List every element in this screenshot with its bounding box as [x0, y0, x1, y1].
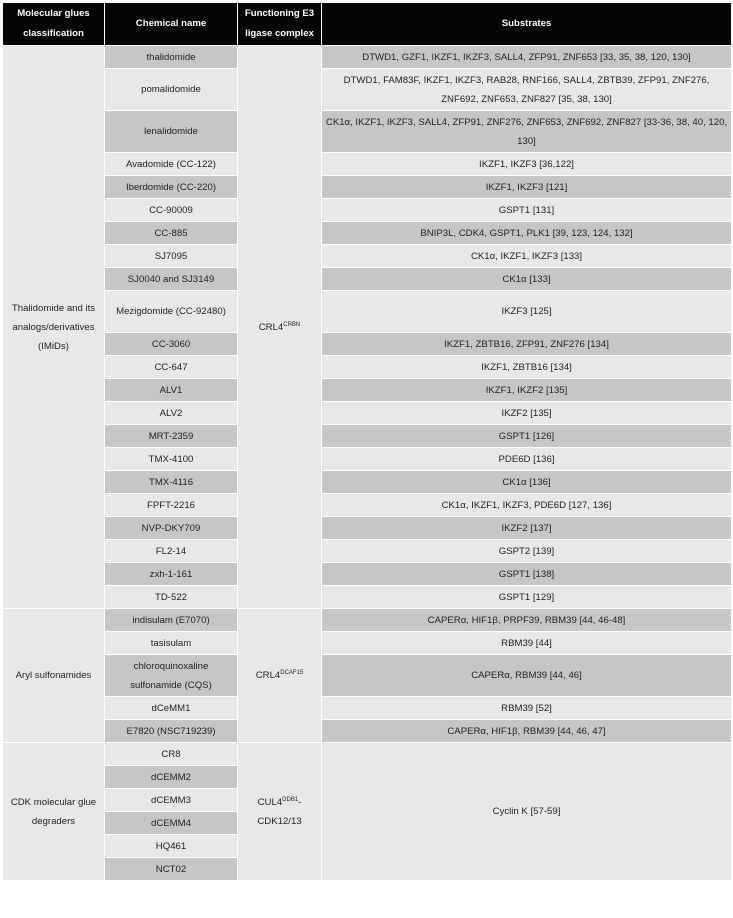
header-classification: Molecular glues classification — [3, 3, 105, 46]
substrates-cell: CK1α, IKZF1, IKZF3, PDE6D [127, 136] — [322, 494, 732, 517]
chemical-name-cell: ALV1 — [105, 379, 238, 402]
substrates-cell: IKZF2 [137] — [322, 517, 732, 540]
substrates-cell: CK1α [136] — [322, 471, 732, 494]
chemical-name-cell: Avadomide (CC-122) — [105, 153, 238, 176]
chemical-name-cell: TMX-4116 — [105, 471, 238, 494]
table-row — [3, 402, 732, 425]
substrates-cell: CK1α [133] — [322, 268, 732, 291]
table-row — [3, 448, 732, 471]
chemical-name-cell: TMX-4100 — [105, 448, 238, 471]
chemical-name-cell: CC-3060 — [105, 333, 238, 356]
e3-suffix: -CDK12/13 — [257, 796, 302, 827]
chemical-name-cell: FL2-14 — [105, 540, 238, 563]
table-row — [3, 245, 732, 268]
chemical-name-cell: tasisulam — [105, 632, 238, 655]
substrates-cell: CAPERα, RBM39 [44, 46] — [322, 655, 732, 697]
chemical-name-cell: HQ461 — [105, 835, 238, 858]
table-row — [3, 356, 732, 379]
table-row — [3, 268, 732, 291]
table-row — [3, 333, 732, 356]
table-row — [3, 563, 732, 586]
e3-ligase-cell — [238, 743, 322, 881]
chemical-name-cell: E7820 (NSC719239) — [105, 720, 238, 743]
chemical-name-cell: indisulam (E7070) — [105, 609, 238, 632]
table-row — [3, 69, 732, 111]
substrates-cell: PDE6D [136] — [322, 448, 732, 471]
substrates-cell: IKZF3 [125] — [322, 291, 732, 333]
substrates-cell: GSPT1 [131] — [322, 199, 732, 222]
table-row — [3, 609, 732, 632]
chemical-name-cell: CC-885 — [105, 222, 238, 245]
chemical-name-cell: dCEMM2 — [105, 766, 238, 789]
substrates-cell: IKZF1, ZBTB16, ZFP91, ZNF276 [134] — [322, 333, 732, 356]
e3-base: CRL4 — [255, 670, 281, 681]
chemical-name-cell: lenalidomide — [105, 111, 238, 153]
chemical-name-cell: CR8 — [105, 743, 238, 766]
table-row — [3, 176, 732, 199]
chemical-name-cell: TD-522 — [105, 586, 238, 609]
substrates-cell: GSPT1 [138] — [322, 563, 732, 586]
substrates-cell: CAPERα, HIF1β, RBM39 [44, 46, 47] — [322, 720, 732, 743]
e3-superscript: DDB1 — [282, 796, 299, 803]
substrates-cell: CAPERα, HIF1β, PRPF39, RBM39 [44, 46-48] — [322, 609, 732, 632]
e3-base: CRL4 — [258, 321, 284, 333]
substrates-cell: IKZF2 [135] — [322, 402, 732, 425]
chemical-name-cell: MRT-2359 — [105, 425, 238, 448]
chemical-name-cell: dCEMM4 — [105, 812, 238, 835]
substrates-cell: Cyclin K [57-59] — [322, 743, 732, 881]
substrates-cell: IKZF1, ZBTB16 [134] — [322, 356, 732, 379]
header-e3-ligase: Functioning E3 ligase complex — [238, 3, 322, 46]
table-row — [3, 517, 732, 540]
chemical-name-cell: ALV2 — [105, 402, 238, 425]
table-row — [3, 494, 732, 517]
table-row — [3, 720, 732, 743]
chemical-name-cell: zxh-1-161 — [105, 563, 238, 586]
chemical-name-cell: dCeMM1 — [105, 697, 238, 720]
table-row — [3, 111, 732, 153]
table-row — [3, 153, 732, 176]
chemical-name-cell: Iberdomide (CC-220) — [105, 176, 238, 199]
substrates-cell: RBM39 [44] — [322, 632, 732, 655]
substrates-cell: GSPT2 [139] — [322, 540, 732, 563]
e3-superscript: DCAF15 — [280, 670, 304, 676]
chemical-name-cell: Mezigdomide (CC-92480) — [105, 291, 238, 333]
chemical-name-cell: SJ0040 and SJ3149 — [105, 268, 238, 291]
chemical-name-cell: CC-90009 — [105, 199, 238, 222]
table-row — [3, 697, 732, 720]
chemical-name-cell: pomalidomide — [105, 69, 238, 111]
chemical-name-cell: NVP-DKY709 — [105, 517, 238, 540]
substrates-cell: DTWD1, FAM83F, IKZF1, IKZF3, RAB28, RNF166, SALL4, ZBTB39, ZFP91, ZNF276, ZNF692, ZNF653, ZNF827 [35, 38, 130] — [322, 69, 732, 111]
header-row — [3, 3, 732, 46]
table-row — [3, 291, 732, 333]
classification-cell: Aryl sulfonamides — [3, 609, 105, 743]
table-row — [3, 586, 732, 609]
table-row — [3, 379, 732, 402]
table-row — [3, 743, 732, 766]
substrates-cell: CK1α, IKZF1, IKZF3, SALL4, ZFP91, ZNF276, ZNF653, ZNF692, ZNF827 [33-36, 38, 40, 120, 130] — [322, 111, 732, 153]
molecular-glues-table — [2, 2, 732, 881]
substrates-cell: BNIP3L, CDK4, GSPT1, PLK1 [39, 123, 124, 132] — [322, 222, 732, 245]
table-row — [3, 222, 732, 245]
chemical-name-cell: chloroquinoxaline sulfonamide (CQS) — [105, 655, 238, 697]
table-row — [3, 655, 732, 697]
table-row — [3, 46, 732, 69]
chemical-name-cell: thalidomide — [105, 46, 238, 69]
substrates-cell: RBM39 [52] — [322, 697, 732, 720]
table-body — [3, 46, 732, 881]
chemical-name-cell: CC-647 — [105, 356, 238, 379]
table-row — [3, 199, 732, 222]
substrates-cell: CK1α, IKZF1, IKZF3 [133] — [322, 245, 732, 268]
substrates-cell: IKZF1, IKZF3 [121] — [322, 176, 732, 199]
chemical-name-cell: FPFT-2216 — [105, 494, 238, 517]
e3-ligase-cell — [238, 609, 322, 743]
table-row — [3, 632, 732, 655]
chemical-name-cell: SJ7095 — [105, 245, 238, 268]
substrates-cell: IKZF1, IKZF2 [135] — [322, 379, 732, 402]
table-row — [3, 425, 732, 448]
e3-ligase-cell — [238, 46, 322, 609]
e3-superscript: CRBN — [283, 321, 301, 328]
chemical-name-cell: dCEMM3 — [105, 789, 238, 812]
classification-cell: Thalidomide and its analogs/derivatives (IMiDs) — [3, 46, 105, 609]
substrates-cell: IKZF1, IKZF3 [36,122] — [322, 153, 732, 176]
header-substrates: Substrates — [322, 3, 732, 46]
chemical-name-cell: NCT02 — [105, 858, 238, 881]
substrates-cell: GSPT1 [129] — [322, 586, 732, 609]
substrates-cell: DTWD1, GZF1, IKZF1, IKZF3, SALL4, ZFP91, ZNF653 [33, 35, 38, 120, 130] — [322, 46, 732, 69]
table-row — [3, 540, 732, 563]
classification-cell: CDK molecular glue degraders — [3, 743, 105, 881]
header-chemical-name: Chemical name — [105, 3, 238, 46]
substrates-cell: GSPT1 [126] — [322, 425, 732, 448]
e3-base: CUL4 — [257, 796, 283, 808]
table-row — [3, 471, 732, 494]
